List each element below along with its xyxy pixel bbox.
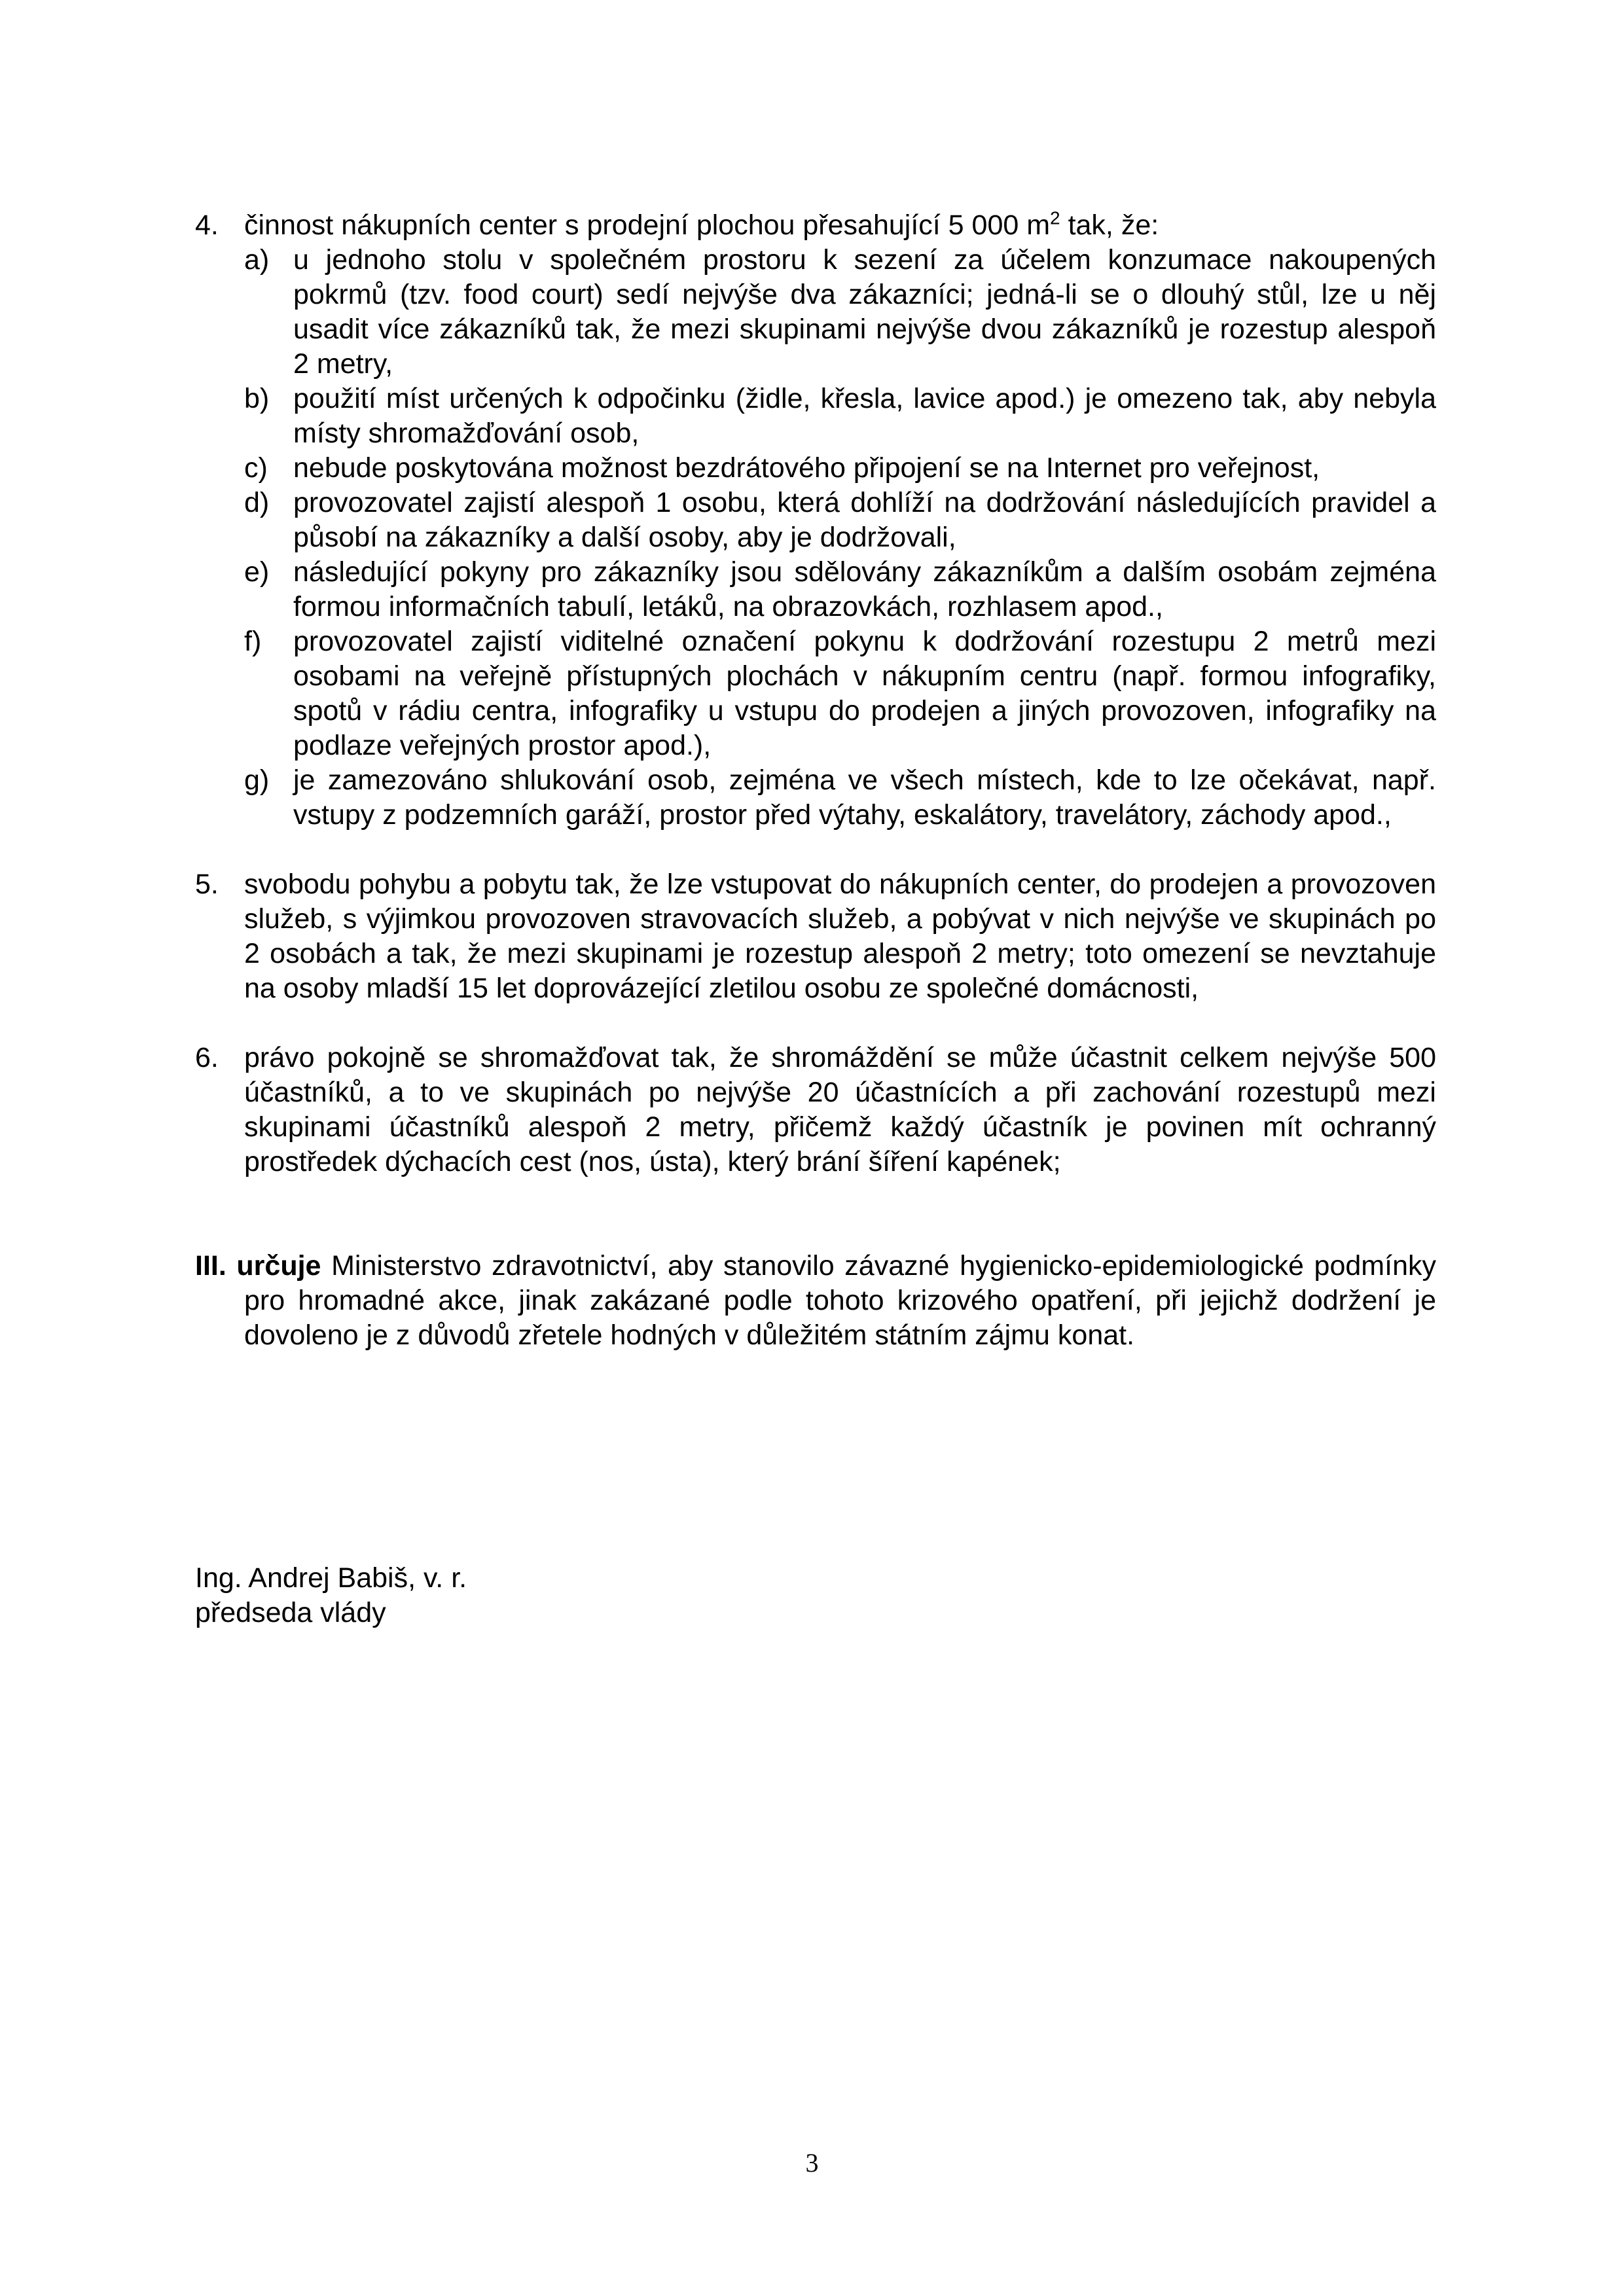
list-item-6: [195, 1041, 1436, 1179]
section-iii: [195, 1249, 1436, 1353]
sub-item-e: [244, 555, 1436, 624]
item-text: svobodu pohybu a pobytu tak, že lze vstupovat do nákupních center, do prodejen a provozoven služeb, s výjimkou provozoven stravovacích služeb, a pobývat v nich nejvýše ve skupinách po 2 osobách a tak, že mezi skupinami je rozestup alespoň 2 metry; toto omezení se nevztahuje na osoby mladší 15 let doprovázející zletilou osobu ze společné domácnosti,: [244, 869, 1436, 1004]
item-heading: [244, 208, 1436, 243]
page-number: 3: [805, 2148, 819, 2178]
sub-item-g: [244, 763, 1436, 833]
sub-item-letter: b): [244, 383, 270, 414]
sub-item-text: je zamezováno shlukování osob, zejména ve všech místech, kde to lze očekávat, např. vstupy z podzemních garáží, prostor před výtahy, eskalátory, travelátory, záchody apod.,: [293, 764, 1436, 831]
section-iii-lead: III. určuje: [195, 1250, 321, 1282]
item-number: 5.: [195, 869, 219, 900]
sub-item-text: u jednoho stolu v společném prostoru k sezení za účelem konzumace nakoupených pokrmů (tzv. food court) sedí nejvýše dva zákazníci; jedná-li se o dlouhý stůl, lze u něj usadit více zákazníků tak, že mezi skupinami nejvýše dvou zákazníků je rozestup alespoň 2 metry,: [293, 244, 1436, 380]
sub-item-letter: e): [244, 556, 270, 588]
sub-item-letter: f): [244, 626, 262, 657]
list-item-5: [195, 867, 1436, 1006]
item-text: právo pokojně se shromažďovat tak, že shromáždění se může účastnit celkem nejvýše 500 účastníků, a to ve skupinách po nejvýše 20 účastnících a při zachování rozestupů mezi skupinami účastníků alespoň 2 metry, přičemž každý účastník je povinen mít ochranný prostředek dýchacích cest (nos, ústa), který brání šíření kapének;: [244, 1042, 1436, 1177]
item-heading-text: činnost nákupních center s prodejní plochou přesahující 5 000 m: [244, 209, 1051, 241]
sub-item-text: použití míst určených k odpočinku (židle, křesla, lavice apod.) je omezeno tak, aby nebyla místy shromažďování osob,: [293, 383, 1436, 449]
sub-item-text: provozovatel zajistí viditelné označení pokynu k dodržování rozestupu 2 metrů mezi osobami na veřejně přístupných plochách v nákupním centru (např. formou infografiky, spotů v rádiu centra, infografiky u vstupu do prodejen a jiných provozoven, infografiky na podlaze veřejných prostor apod.),: [293, 626, 1436, 761]
sub-list: [244, 243, 1436, 833]
section-iii-text: Ministerstvo zdravotnictví, aby stanovilo závazné hygienicko-epidemiologické podmínky pro hromadné akce, jinak zakázané podle tohoto krizového opatření, při jejichž dodržení je dovoleno je z důvodů zřetele hodných v důležitém státním zájmu konat.: [244, 1250, 1436, 1351]
sub-item-f: [244, 624, 1436, 763]
sub-item-c: [244, 451, 1436, 486]
item-number: 4.: [195, 209, 219, 241]
sub-item-letter: g): [244, 764, 270, 796]
sub-item-b: [244, 382, 1436, 451]
superscript: 2: [1050, 207, 1060, 228]
sub-item-text: následující pokyny pro zákazníky jsou sdělovány zákazníkům a dalším osobám zejména formou informačních tabulí, letáků, na obrazovkách, rozhlasem apod.,: [293, 556, 1436, 622]
item-number: 6.: [195, 1042, 219, 1073]
signatory-name: Ing. Andrej Babiš, v. r.: [195, 1562, 467, 1594]
list-item-4: [195, 208, 1436, 833]
signatory-title: předseda vlády: [195, 1597, 386, 1628]
document-body: [195, 208, 1436, 1630]
sub-item-letter: a): [244, 244, 270, 276]
sub-item-letter: d): [244, 487, 270, 518]
sub-item-a: [244, 243, 1436, 382]
sub-item-d: [244, 486, 1436, 555]
item-heading-tail: tak, že:: [1060, 209, 1159, 241]
signature-block: [195, 1561, 1436, 1630]
sub-item-text: nebude poskytována možnost bezdrátového připojení se na Internet pro veřejnost,: [293, 452, 1320, 484]
sub-item-letter: c): [244, 452, 268, 484]
sub-item-text: provozovatel zajistí alespoň 1 osobu, která dohlíží na dodržování následujících pravidel a působí na zákazníky a další osoby, aby je dodržovali,: [293, 487, 1436, 553]
